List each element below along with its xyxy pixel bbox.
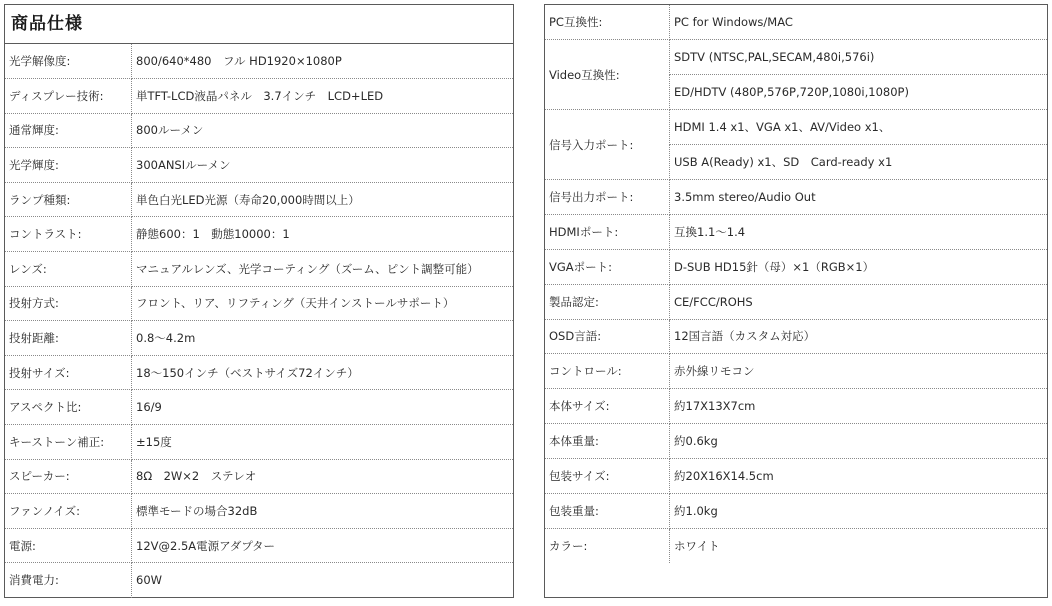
table-row [5, 148, 513, 183]
spec-value: 静態600：1 動態10000：1 [132, 217, 514, 252]
spec-label: キーストーン補正: [5, 425, 132, 460]
spec-label: 投射距離: [5, 321, 132, 356]
table-row [545, 459, 1047, 494]
table-row [545, 5, 1047, 40]
spec-value: 単TFT-LCD液晶パネル 3.7インチ LCD+LED [132, 79, 514, 114]
table-row [5, 494, 513, 529]
spec-table-left [4, 4, 514, 598]
spec-value: 0.8～4.2m [132, 321, 514, 356]
spec-label: 製品認定: [545, 284, 670, 319]
spec-value: 約1.0kg [670, 493, 1048, 528]
table-row [545, 354, 1047, 389]
spec-value: 3.5mm stereo/Audio Out [670, 179, 1048, 214]
spec-label: 光学解像度: [5, 44, 132, 79]
spec-label: 光学輝度: [5, 148, 132, 183]
spec-label: レンズ: [5, 252, 132, 287]
spec-label: コントロール: [545, 354, 670, 389]
spec-label: 信号入力ポート: [545, 110, 670, 180]
table-row [5, 355, 513, 390]
spec-label: 通常輝度: [5, 113, 132, 148]
spec-value: 赤外線リモコン [670, 354, 1048, 389]
spec-label: 投射方式: [5, 286, 132, 321]
table-row [5, 286, 513, 321]
spec-label: コントラスト: [5, 217, 132, 252]
spec-value: 800ルーメン [132, 113, 514, 148]
table-row [5, 182, 513, 217]
spec-value: マニュアルレンズ、光学コーティング（ズーム、ピント調整可能） [132, 252, 514, 287]
table-row [545, 179, 1047, 214]
spec-value: 互換1.1～1.4 [670, 214, 1048, 249]
spec-label: OSD言語: [545, 319, 670, 354]
spec-label: 本体サイズ: [545, 389, 670, 424]
spec-table-right [544, 4, 1048, 598]
spec-value: 約0.6kg [670, 424, 1048, 459]
table-row [5, 528, 513, 563]
spec-label: 信号出力ポート: [545, 179, 670, 214]
spec-table [545, 5, 1047, 563]
table-row [545, 249, 1047, 284]
table-row [545, 493, 1047, 528]
table-row [545, 40, 1047, 75]
spec-label: ファンノイズ: [5, 494, 132, 529]
spec-value: 標準モードの場合32dB [132, 494, 514, 529]
spec-value: HDMI 1.4 x1、VGA x1、AV/Video x1、 [670, 110, 1048, 145]
table-row [545, 319, 1047, 354]
spec-label: HDMIポート: [545, 214, 670, 249]
spec-label: アスペクト比: [5, 390, 132, 425]
table-row [5, 44, 513, 79]
spec-label: PC互換性: [545, 5, 670, 40]
spec-value: CE/FCC/ROHS [670, 284, 1048, 319]
table-row [5, 217, 513, 252]
spec-value: USB A(Ready) x1、SD Card-ready x1 [670, 145, 1048, 180]
table-row [545, 389, 1047, 424]
spec-value: 12V@2.5A電源アダプター [132, 528, 514, 563]
spec-label: 本体重量: [545, 424, 670, 459]
spec-value: 18～150インチ（ベストサイズ72インチ） [132, 355, 514, 390]
spec-label: 包装サイズ: [545, 459, 670, 494]
spec-value: D-SUB HD15針（母）×1（RGB×1） [670, 249, 1048, 284]
spec-value: PC for Windows/MAC [670, 5, 1048, 40]
table-row [5, 79, 513, 114]
spec-value: 16/9 [132, 390, 514, 425]
spec-value: SDTV (NTSC,PAL,SECAM,480i,576i) [670, 40, 1048, 75]
spec-value: 単色白光LED光源（寿命20,000時間以上） [132, 182, 514, 217]
table-row [545, 284, 1047, 319]
spec-value: 300ANSIルーメン [132, 148, 514, 183]
spec-label: ディスプレー技術: [5, 79, 132, 114]
spec-value: ED/HDTV (480P,576P,720P,1080i,1080P) [670, 75, 1048, 110]
spec-label: スピーカー: [5, 459, 132, 494]
spec-label: ランプ種類: [5, 182, 132, 217]
spec-title: 商品仕様 [5, 5, 513, 44]
table-row [545, 214, 1047, 249]
table-row [5, 321, 513, 356]
table-row [545, 424, 1047, 459]
table-row [5, 252, 513, 287]
spec-value: ホワイト [674, 539, 720, 554]
spec-label: Video互換性: [545, 40, 670, 110]
spec-label: VGAポート: [545, 249, 670, 284]
spec-value: 約20X16X14.5cm [670, 459, 1048, 494]
table-row [5, 563, 513, 598]
table-row [5, 425, 513, 460]
spec-value: 12国言語（カスタム対応） [670, 319, 1048, 354]
spec-value: フロント、リア、リフティング（天井インストールサポート） [132, 286, 514, 321]
spec-value: 60W [136, 573, 163, 588]
spec-value: 8Ω 2W×2 ステレオ [132, 459, 514, 494]
spec-table [5, 44, 513, 598]
table-row [545, 528, 1047, 563]
table-row [5, 459, 513, 494]
spec-value: ±15度 [132, 425, 514, 460]
spec-value: 800/640*480 フル HD1920×1080P [132, 44, 514, 79]
table-row [545, 110, 1047, 145]
table-row [5, 113, 513, 148]
spec-value: 約17X13X7cm [670, 389, 1048, 424]
spec-label: 投射サイズ: [5, 355, 132, 390]
spec-label: 消費電力: [5, 563, 132, 598]
spec-label: カラー: [545, 528, 670, 563]
spec-label: 電源: [5, 528, 132, 563]
spec-label: 包装重量: [545, 493, 670, 528]
table-row [5, 390, 513, 425]
